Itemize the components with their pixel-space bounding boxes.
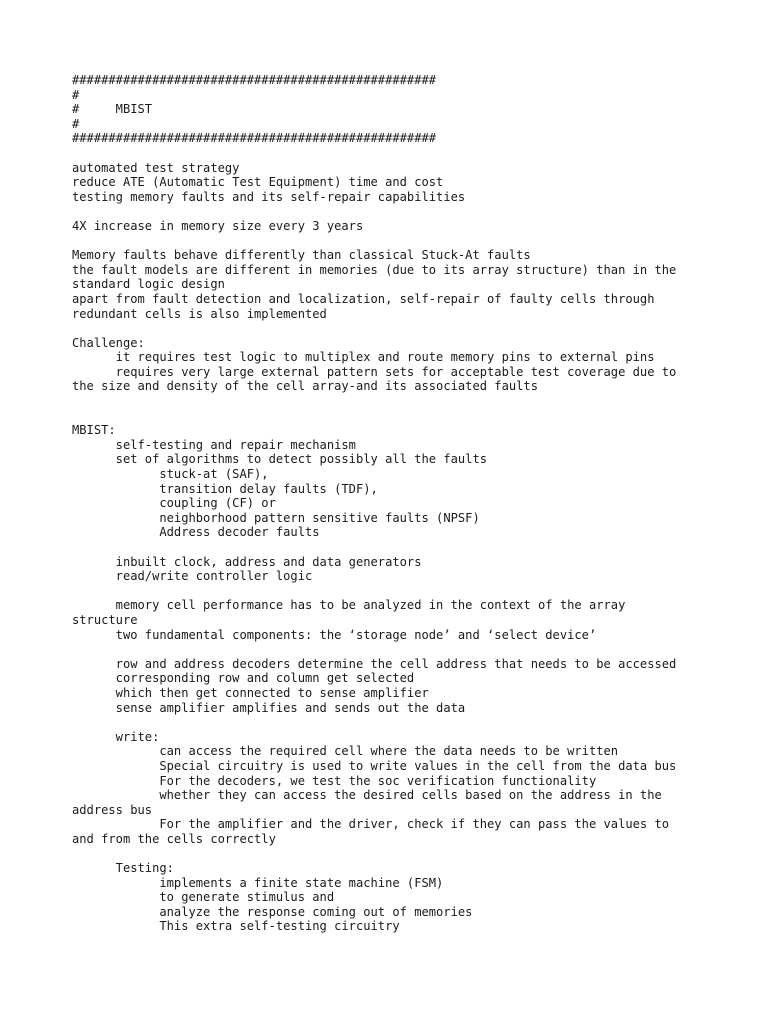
text-line: whether they can access the desired cells based on the address in the xyxy=(72,788,662,803)
blank-line xyxy=(72,321,712,336)
text-line: neighborhood pattern sensitive faults (NPSF) xyxy=(72,510,480,525)
text-line: it requires test logic to multiplex and route memory pins to external pins xyxy=(72,350,655,365)
blank-line xyxy=(72,146,712,161)
text-line: row and address decoders determine the cell address that needs to be accessed xyxy=(72,656,677,671)
text-line: # MBIST xyxy=(72,102,153,117)
text-line: address bus xyxy=(72,802,153,817)
text-line: the fault models are different in memories (due to its array structure) than in the xyxy=(72,262,677,277)
text-line: set of algorithms to detect possibly all the faults xyxy=(72,452,488,467)
text-line: # xyxy=(72,116,80,131)
text-line: corresponding row and column get selected xyxy=(72,671,415,686)
text-line: implements a finite state machine (FSM) xyxy=(72,875,444,890)
text-line: ################################################## xyxy=(72,131,437,146)
blank-line xyxy=(72,409,712,424)
text-line: Address decoder faults xyxy=(72,525,320,540)
text-line: inbuilt clock, address and data generators xyxy=(72,554,422,569)
text-line: apart from fault detection and localization, self-repair of faulty cells through xyxy=(72,291,655,306)
text-line: coupling (CF) or xyxy=(72,496,276,511)
text-line: the size and density of the cell array-and its associated faults xyxy=(72,379,538,394)
text-line: redundant cells is also implemented xyxy=(72,306,327,321)
text-line: stuck-at (SAF), xyxy=(72,467,269,482)
text-line: to generate stimulus and xyxy=(72,890,335,905)
text-line: Memory faults behave differently than classical Stuck-At faults xyxy=(72,248,531,263)
text-line: standard logic design xyxy=(72,277,225,292)
text-line: requires very large external pattern sets for acceptable test coverage due to xyxy=(72,364,677,379)
blank-line xyxy=(72,584,712,599)
text-line: write: xyxy=(72,729,160,744)
blank-line xyxy=(72,204,712,219)
text-line: ################################################## xyxy=(72,73,437,87)
text-line: two fundamental components: the ‘storage node’ and ‘select device’ xyxy=(72,627,597,642)
blank-line xyxy=(72,642,712,657)
text-line: MBIST: xyxy=(72,423,116,438)
text-line: testing memory faults and its self-repair capabilities xyxy=(72,189,466,204)
text-line: can access the required cell where the data needs to be written xyxy=(72,744,619,759)
blank-line xyxy=(72,234,712,249)
text-line: automated test strategy xyxy=(72,160,240,175)
text-line: analyze the response coming out of memories xyxy=(72,904,473,919)
text-line: structure xyxy=(72,612,138,627)
text-line: read/write controller logic xyxy=(72,569,313,584)
text-line: Challenge: xyxy=(72,335,145,350)
document-text xyxy=(72,73,712,934)
text-line: # xyxy=(72,87,80,102)
text-line: This extra self-testing circuitry xyxy=(72,919,400,934)
text-line: self-testing and repair mechanism xyxy=(72,437,356,452)
text-line: transition delay faults (TDF), xyxy=(72,481,378,496)
text-line: For the amplifier and the driver, check if they can pass the values to xyxy=(72,817,670,832)
text-line: reduce ATE (Automatic Test Equipment) time and cost xyxy=(72,175,444,190)
text-line: memory cell performance has to be analyzed in the context of the array xyxy=(72,598,626,613)
blank-line xyxy=(72,846,712,861)
text-line: sense amplifier amplifies and sends out the data xyxy=(72,700,466,715)
text-line: and from the cells correctly xyxy=(72,831,276,846)
blank-line xyxy=(72,715,712,730)
text-line: which then get connected to sense amplifier xyxy=(72,685,429,700)
text-line: 4X increase in memory size every 3 years xyxy=(72,218,364,233)
blank-line xyxy=(72,394,712,409)
blank-line xyxy=(72,540,712,555)
text-line: For the decoders, we test the soc verification functionality xyxy=(72,773,597,788)
text-line: Special circuitry is used to write values in the cell from the data bus xyxy=(72,758,677,773)
text-line: Testing: xyxy=(72,861,174,876)
